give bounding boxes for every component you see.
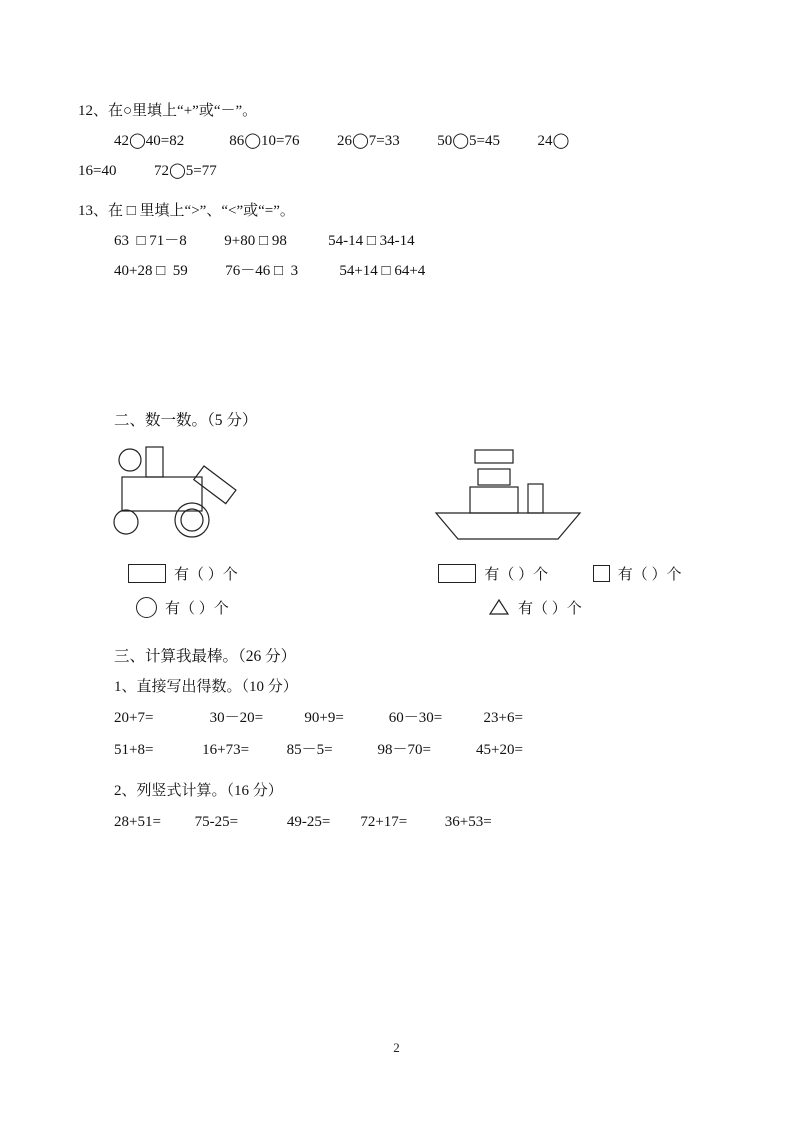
count-item-square-right bbox=[593, 563, 718, 584]
circle-icon bbox=[136, 597, 157, 618]
rectangle-icon bbox=[438, 564, 476, 583]
section-3-sub-1-row-2: 51+8= 16+73= 85－5= 98－70= 45+20= bbox=[114, 742, 523, 758]
page-content bbox=[78, 96, 718, 838]
triangle-icon bbox=[488, 598, 510, 616]
count-row bbox=[114, 590, 718, 624]
question-13-title: 13、在 □ 里填上“>”、“<”或“=”。 bbox=[78, 203, 295, 219]
boat-figure bbox=[428, 442, 608, 557]
count-item-rect-mid bbox=[378, 563, 592, 584]
question-12-title: 12、在○里填上“+”或“－”。 bbox=[78, 103, 258, 119]
section-3-sub-1-row-1: 20+7= 30－20= 90+9= 60－30= 23+6= bbox=[114, 710, 523, 726]
count-item-rect-left bbox=[114, 563, 378, 584]
square-icon bbox=[593, 565, 610, 582]
count-label: 有（ ）个 bbox=[518, 600, 582, 617]
count-item-triangle-mid bbox=[428, 597, 673, 618]
section-3-sub-2-row-1: 28+51= 75-25= 49-25= 72+17= 36+53= bbox=[114, 814, 492, 830]
question-13-row-1: 63 □ 71－8 9+80 □ 98 54-14 □ 34-14 bbox=[114, 233, 415, 249]
count-rows bbox=[78, 556, 718, 624]
section-3-title: 三、计算我最棒。（26 分） bbox=[114, 648, 297, 665]
count-label: 有（ ）个 bbox=[174, 566, 238, 583]
section-3-sub-2-title: 2、列竖式计算。（16 分） bbox=[114, 783, 283, 799]
count-label: 有（ ）个 bbox=[165, 600, 229, 617]
figure-area bbox=[78, 442, 718, 552]
section-2-title: 二、数一数。（5 分） bbox=[114, 412, 258, 429]
train-figure bbox=[108, 442, 298, 557]
section-3-sub-1-title: 1、直接写出得数。（10 分） bbox=[114, 679, 298, 695]
count-label: 有（ ）个 bbox=[484, 566, 549, 583]
question-12-line-1: 42◯40=82 86◯10=76 26◯7=33 50◯5=45 24◯ bbox=[114, 133, 570, 149]
rectangle-icon bbox=[128, 564, 166, 583]
count-item-circle-left bbox=[114, 597, 428, 618]
question-12-line-2: 16=40 72◯5=77 bbox=[78, 163, 217, 179]
page-number: 2 bbox=[393, 1040, 400, 1055]
count-row bbox=[114, 556, 718, 590]
count-label: 有（ ）个 bbox=[617, 566, 682, 583]
question-13-row-2: 40+28 □ 59 76－46 □ 3 54+14 □ 64+4 bbox=[114, 263, 426, 279]
